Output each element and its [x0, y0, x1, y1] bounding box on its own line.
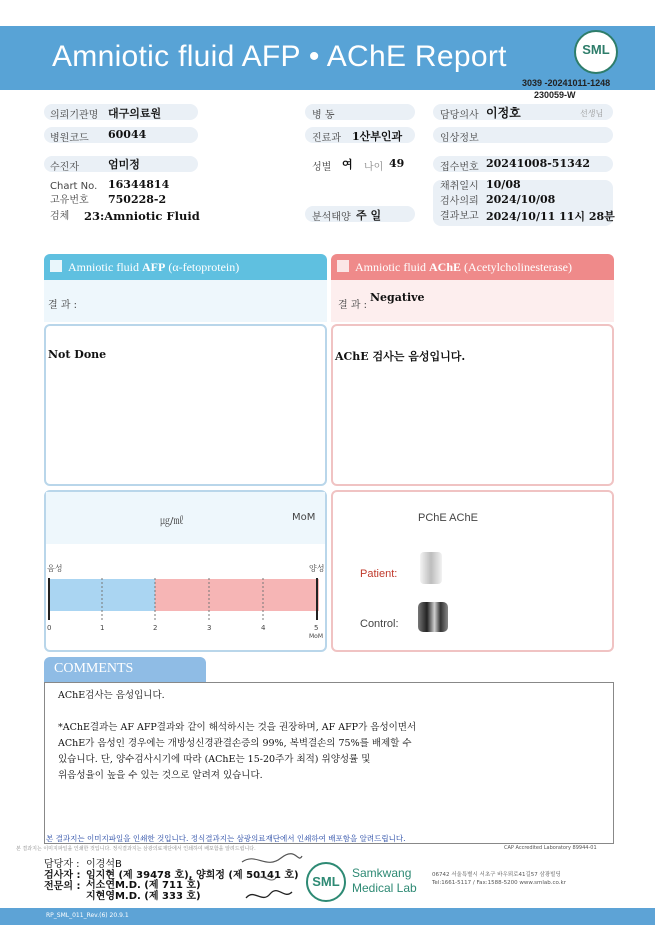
- afp-tick-1: 1: [100, 624, 105, 632]
- comments-title: COMMENTS: [44, 657, 206, 683]
- control-band: [418, 602, 448, 632]
- report-date-label: 결과보고: [440, 211, 479, 222]
- sex-value: 여: [342, 158, 353, 171]
- specialist-1: 서소연M.D. (제 711 호): [86, 880, 201, 891]
- manager-value: 이경석B: [86, 859, 122, 870]
- afp-tick-4: 4: [261, 624, 266, 632]
- afp-tick-5: 5: [314, 624, 319, 632]
- lab-phone: Tel:1661-5117 / Fax:1588-5200 www.smlab.co.kr: [432, 880, 566, 886]
- collect-label: 채취일시: [440, 181, 479, 192]
- report-date-value: 2024/10/11 11시 28분: [486, 210, 615, 223]
- request-label: 검사의뢰: [440, 196, 479, 207]
- brand-name-1: Samkwang: [352, 866, 412, 880]
- gel-title: PChE AChE: [418, 512, 478, 524]
- id-value: 750228-2: [108, 193, 167, 206]
- tester-label: 검사자 :: [44, 870, 81, 881]
- form-number: RP_SML_011_Rev.(6) 20.9.1: [46, 912, 129, 919]
- afp-panel-header: [44, 254, 327, 280]
- dept-label: 진료과: [312, 133, 341, 144]
- afp-header-post: (α-fetoprotein): [165, 260, 240, 274]
- age-label: 나이: [364, 162, 384, 173]
- afp-tick-unit: MoM: [309, 633, 324, 640]
- manager-label: 담당자 :: [44, 859, 80, 870]
- afp-unit-mom: MoM: [292, 512, 316, 523]
- sml-logo-text: SML: [582, 42, 610, 57]
- control-gel-label: Control:: [360, 618, 399, 630]
- tat-label: 분석태양: [312, 212, 351, 223]
- afp-result-row: [44, 280, 327, 322]
- ache-result-value: Negative: [370, 291, 425, 304]
- ache-header-pre: Amniotic fluid: [355, 260, 429, 274]
- tiny-notice: 본 결과지는 이미지파일을 인쇄한 것입니다. 정식결과지는 삼광의료재단에서 인쇄하여 배포함을 알려드립니다.: [16, 846, 256, 852]
- tester-value: 임지현 (제 39478 호), 양희정 (제 50141 호): [86, 870, 299, 881]
- afp-header-pre: Amniotic fluid: [68, 260, 142, 274]
- patient-label: 수진자: [50, 162, 79, 173]
- request-value: 2024/10/08: [486, 193, 556, 206]
- ache-header-icon: [337, 260, 349, 272]
- afp-comment: Not Done: [48, 348, 107, 361]
- doctor-value: 이정호: [486, 106, 521, 120]
- comment-line-5: 위음성율이 높을 수 있는 것으로 알려져 있습니다.: [58, 770, 263, 781]
- id-label: 고유번호: [50, 195, 89, 206]
- doctor-suffix: 선생님: [580, 109, 604, 118]
- specialist-2: 지현영M.D. (제 333 호): [86, 891, 201, 902]
- institution-value: 대구의료원: [108, 107, 162, 120]
- afp-positive-label: 양성: [309, 564, 325, 573]
- specimen-value: 23:Amniotic Fluid: [84, 209, 200, 223]
- afp-tick-2: 2: [153, 624, 158, 632]
- chart-label: Chart No.: [50, 181, 98, 192]
- ward-label: 병 동: [312, 110, 335, 121]
- sex-label: 성별: [312, 162, 332, 173]
- afp-header-icon: [50, 260, 62, 272]
- print-notice: 본 결과지는 이미지파일을 인쇄한 것입니다. 정식결과지는 삼광의료재단에서 인쇄하여 배포함을 알려드립니다.: [46, 834, 406, 843]
- report-title: Amniotic fluid AFP • AChE Report: [52, 40, 507, 73]
- ache-comment: AChE 검사는 음성입니다.: [335, 350, 466, 363]
- institution-label: 의뢰기관명: [50, 110, 99, 121]
- afp-mom-scale: [44, 574, 327, 644]
- comment-line-3: AChE가 음성인 경우에는 개방성신경관결손증의 99%, 복벽결손의 75%를 배제할 수: [58, 738, 412, 749]
- report-number-suffix: 230059-W: [534, 90, 576, 100]
- signatures: [236, 850, 306, 908]
- gel-image: [410, 548, 460, 638]
- afp-unit: ㎍/㎖: [160, 516, 184, 527]
- afp-positive-range: [155, 579, 319, 611]
- report-number: 3039 -20241011-1248: [522, 78, 611, 88]
- afp-header-bold: AFP: [142, 260, 166, 274]
- brand-name-2: Medical Lab: [352, 881, 417, 895]
- hospital-code-value: 60044: [108, 128, 147, 141]
- afp-tick-3: 3: [207, 624, 212, 632]
- lab-address: 06742 서울특별시 서초구 바우뫼로41길57 삼광빌딩: [432, 872, 561, 878]
- age-value: 49: [389, 157, 405, 170]
- specialist-label: 전문의 :: [44, 881, 81, 892]
- afp-negative-label: 음성: [47, 564, 63, 573]
- cap-accreditation: CAP Accredited Laboratory 89944-01: [504, 845, 597, 851]
- doctor-label: 담당의사: [440, 110, 479, 121]
- dept-value: 1산부인과: [352, 130, 403, 143]
- ache-header-bold: AChE: [429, 260, 462, 274]
- chart-value: 16344814: [108, 178, 170, 191]
- afp-result-label: 결 과 :: [48, 300, 78, 311]
- clinical-label: 임상정보: [440, 133, 479, 144]
- patient-gel-label: Patient:: [360, 568, 398, 580]
- tat-value: 주 일: [356, 209, 382, 222]
- specimen-label: 검체: [50, 211, 70, 222]
- comment-line-4: 있습니다. 단, 양수검사시기에 따라 (AChE는 15-20주가 최적) 위양성률 및: [58, 754, 371, 765]
- comment-line-1: AChE검사는 음성입니다.: [58, 690, 165, 701]
- hospital-code-label: 병원코드: [50, 133, 89, 144]
- patient-value: 엄미정: [108, 158, 140, 171]
- receipt-value: 20241008-51342: [486, 157, 591, 170]
- ache-result-label: 결 과 :: [338, 300, 368, 311]
- ache-header-post: (Acetylcholinesterase): [461, 260, 572, 274]
- comment-line-2: *AChE결과는 AF AFP결과와 같이 해석하시는 것을 권장하며, AF AFP가 음성이면서: [58, 722, 417, 733]
- ache-panel-header: [331, 254, 614, 280]
- collect-value: 10/08: [486, 178, 521, 191]
- afp-tick-0: 0: [47, 624, 52, 632]
- sml-footer-logo-text: SML: [312, 874, 340, 889]
- receipt-label: 접수번호: [440, 162, 479, 173]
- patient-band: [420, 552, 442, 584]
